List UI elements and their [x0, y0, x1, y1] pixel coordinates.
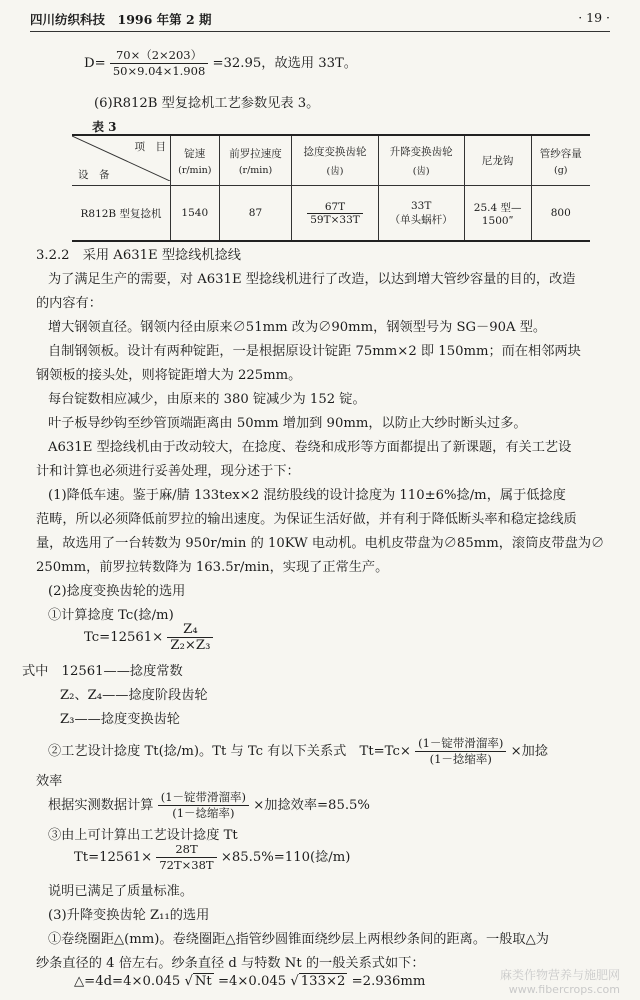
header-unit: (齿) — [412, 166, 430, 177]
watermark-url: www.fibercrops.com — [508, 983, 620, 996]
running-header — [30, 10, 610, 30]
formula-measured-lhs: 根据实测数据计算 — [48, 798, 154, 813]
table-row — [72, 186, 590, 241]
formula-d-fraction — [110, 48, 208, 79]
nylon-hook-cell — [464, 186, 531, 241]
formula-tc-fraction — [167, 622, 213, 653]
header-unit: (齿) — [326, 166, 344, 177]
paragraph-line: 效率 — [36, 774, 63, 789]
paragraph-line: 250mm，前罗拉转数降为 163.5r/min，实现了正常生产。 — [36, 560, 389, 575]
formula-d-numerator: 70×（2×203） — [110, 48, 208, 64]
formula-measured — [48, 790, 370, 821]
formula-measured-result: ×加捻效率=85.5% — [253, 798, 370, 813]
header-rule — [30, 31, 610, 32]
formula-calc-result: ×85.5%=110(捻/m) — [220, 850, 351, 865]
twist-gear-denominator: 59T×33T — [310, 213, 360, 226]
paragraph-line: 为了满足生产的需要，对 A631E 型捻线机进行了改造，以达到增大管纱容量的目的，改造 — [48, 272, 576, 287]
formula-tt-numerator: (1－锭带滑溜率) — [415, 736, 506, 752]
sqrt-133x2: √ 133×2 — [290, 974, 346, 989]
section-heading: 3.2.2 采用 A631E 型捻线机捻线 — [36, 248, 241, 263]
paragraph-line: (3)升降变换齿轮 Z₁₁的选用 — [48, 908, 210, 923]
formula-tt-denominator: (1－捻缩率) — [429, 752, 492, 766]
formula-tt-tail: ×加捻 — [510, 744, 549, 759]
header-unit: (r/min) — [238, 164, 273, 176]
parameter-table — [72, 134, 590, 242]
site-watermark — [500, 966, 620, 996]
nylon-hook-value: 25.4 型— — [473, 201, 522, 214]
twist-gear-fraction — [307, 201, 363, 226]
paragraph-line: 每台锭数相应减少，由原来的 380 锭减少为 152 锭。 — [48, 392, 366, 407]
sqrt-radicand: Nt — [194, 974, 212, 989]
lift-gear-note: （单头蜗杆） — [389, 213, 453, 226]
nylon-hook-value-2: 1500ʺ — [481, 214, 514, 227]
paragraph-line: 叶子板导纱钩至纱管顶端距离由 50mm 增加到 90mm，以防止大纱时断头过多。 — [48, 416, 527, 431]
paragraph-line: 的内容有： — [36, 296, 102, 311]
formula-delta-part: △=4d=4×0.045 — [74, 974, 181, 989]
header-label: 管纱容量 — [539, 147, 582, 160]
paragraph-line: ①卷绕圈距△(mm)。卷绕圈距△指管纱圆锥面绕纱层上两根纱条间的距离。一般取△为 — [48, 932, 549, 947]
paragraph-line: 自制钢领板。设计有两种锭距，一是根据原设计锭距 75mm×2 即 150mm；而在相邻两块 — [48, 344, 581, 359]
paragraph-line: ③由上可计算出工艺设计捻度 Tt — [48, 828, 238, 843]
paragraph-line: 量，故选用了一台转数为 950r/min 的 10KW 电动机。电机皮带盘为∅85mm，滚筒皮带盘为∅ — [36, 536, 605, 551]
legend-line: 式中 12561——捻度常数 — [22, 664, 183, 679]
formula-tt — [48, 736, 548, 767]
table-caption: 表 3 — [92, 120, 117, 134]
formula-tt-text: ②工艺设计捻度 Tt(捻/m)。Tt 与 Tc 有以下关系式 Tt=Tc× — [48, 744, 411, 759]
paragraph-line: ①计算捻度 Tc(捻/m) — [48, 608, 174, 623]
header-label: 升降变换齿轮 — [389, 146, 453, 158]
column-header — [171, 136, 220, 186]
legend-line: Z₃——捻度变换齿轮 — [60, 712, 180, 727]
column-header — [378, 136, 464, 186]
formula-measured-denominator: (1－捻缩率) — [172, 806, 235, 820]
column-header — [531, 136, 590, 186]
sqrt-nt: √ Nt — [184, 974, 212, 989]
paragraph-line: 说明已满足了质量标准。 — [48, 884, 194, 899]
column-header — [292, 136, 378, 186]
paragraph-line: A631E 型捻线机由于改动较大，在捻度、卷绕和成形等方面都提出了新课题，有关工艺设 — [48, 440, 572, 455]
header-label: 前罗拉速度 — [229, 147, 282, 160]
watermark-title: 麻类作物营养与施肥网 — [499, 968, 620, 982]
table-header-row — [72, 136, 590, 186]
formula-tc-lhs: Tc=12561× — [84, 630, 164, 645]
formula-calc-numerator: 28T — [156, 842, 216, 858]
formula-d-denominator: 50×9.04×1.908 — [112, 64, 206, 78]
paragraph-line: 纱条直径的 4 倍左右。纱条直径 d 与特数 Nt 的一般关系式如下： — [36, 956, 425, 971]
paragraph-line: 计和计算也必须进行妥善处理，现分述于下： — [36, 464, 300, 479]
capacity-cell: 800 — [531, 186, 590, 241]
formula-d-lhs: D= — [84, 56, 106, 71]
formula-measured-numerator: (1－锭带滑溜率) — [158, 790, 249, 806]
formula-measured-fraction — [158, 790, 249, 821]
legend-line: Z₂、Z₄——捻度阶段齿轮 — [60, 688, 208, 703]
formula-delta — [74, 974, 425, 989]
column-header — [464, 136, 531, 186]
twist-gear-cell — [292, 186, 378, 241]
spindle-speed-cell: 1540 — [171, 186, 220, 241]
formula-tc-numerator: Z₄ — [167, 622, 213, 638]
header-unit: (g) — [554, 164, 568, 176]
paragraph-line: 钢领板的接头处，则将锭距增大为 225mm。 — [36, 368, 302, 383]
paragraph-line: (1)降低车速。鉴于麻/腈 133tex×2 混纺股线的设计捻度为 110±6%捻/m，属于低捻度 — [48, 488, 566, 503]
corner-label-device: 设 备 — [78, 169, 110, 181]
formula-tc-denominator: Z₂×Z₃ — [170, 638, 211, 653]
formula-calc-fraction — [156, 842, 216, 873]
twist-gear-numerator: 67T — [307, 201, 363, 214]
page-number: · 19 · — [578, 10, 610, 25]
formula-tc — [84, 622, 213, 653]
table-corner-cell — [72, 136, 171, 186]
header-unit: (r/min) — [178, 164, 212, 176]
formula-delta-part: =4×0.045 — [217, 974, 287, 989]
column-header — [219, 136, 292, 186]
paragraph-line: (2)捻度变换齿轮的选用 — [48, 584, 186, 599]
journal-title: 四川纺织科技 1996 年第 2 期 — [30, 12, 212, 27]
header-label: 捻度变换齿轮 — [303, 146, 367, 158]
header-label: 尼龙钩 — [481, 155, 514, 167]
formula-tt-fraction — [415, 736, 506, 767]
formula-calc — [74, 842, 350, 873]
corner-label-item: 项 目 — [134, 141, 166, 153]
lift-gear-value: 33T — [410, 199, 432, 212]
formula-calc-lhs: Tt=12561× — [74, 850, 153, 865]
device-cell: R812B 型复捻机 — [80, 207, 162, 220]
formula-delta-result: =2.936mm — [351, 974, 426, 989]
text-line: (6)R812B 型复捻机工艺参数见表 3。 — [94, 96, 320, 111]
formula-calc-denominator: 72T×38T — [159, 858, 214, 872]
front-roller-cell: 87 — [219, 186, 292, 241]
sqrt-radicand: 133×2 — [300, 974, 346, 989]
paragraph-line: 增大钢领直径。钢领内径由原来∅51mm 改为∅90mm，钢领型号为 SG－90A 型。 — [48, 320, 547, 335]
formula-d — [84, 48, 357, 79]
formula-d-result: =32.95，故选用 33T。 — [212, 56, 357, 71]
paragraph-line: 范畴，所以必须降低前罗拉的输出速度。为保证生活好做，并有利于降低断头率和稳定捻线质 — [36, 512, 577, 527]
lift-gear-cell — [378, 186, 464, 241]
header-label: 锭速 — [184, 147, 206, 160]
